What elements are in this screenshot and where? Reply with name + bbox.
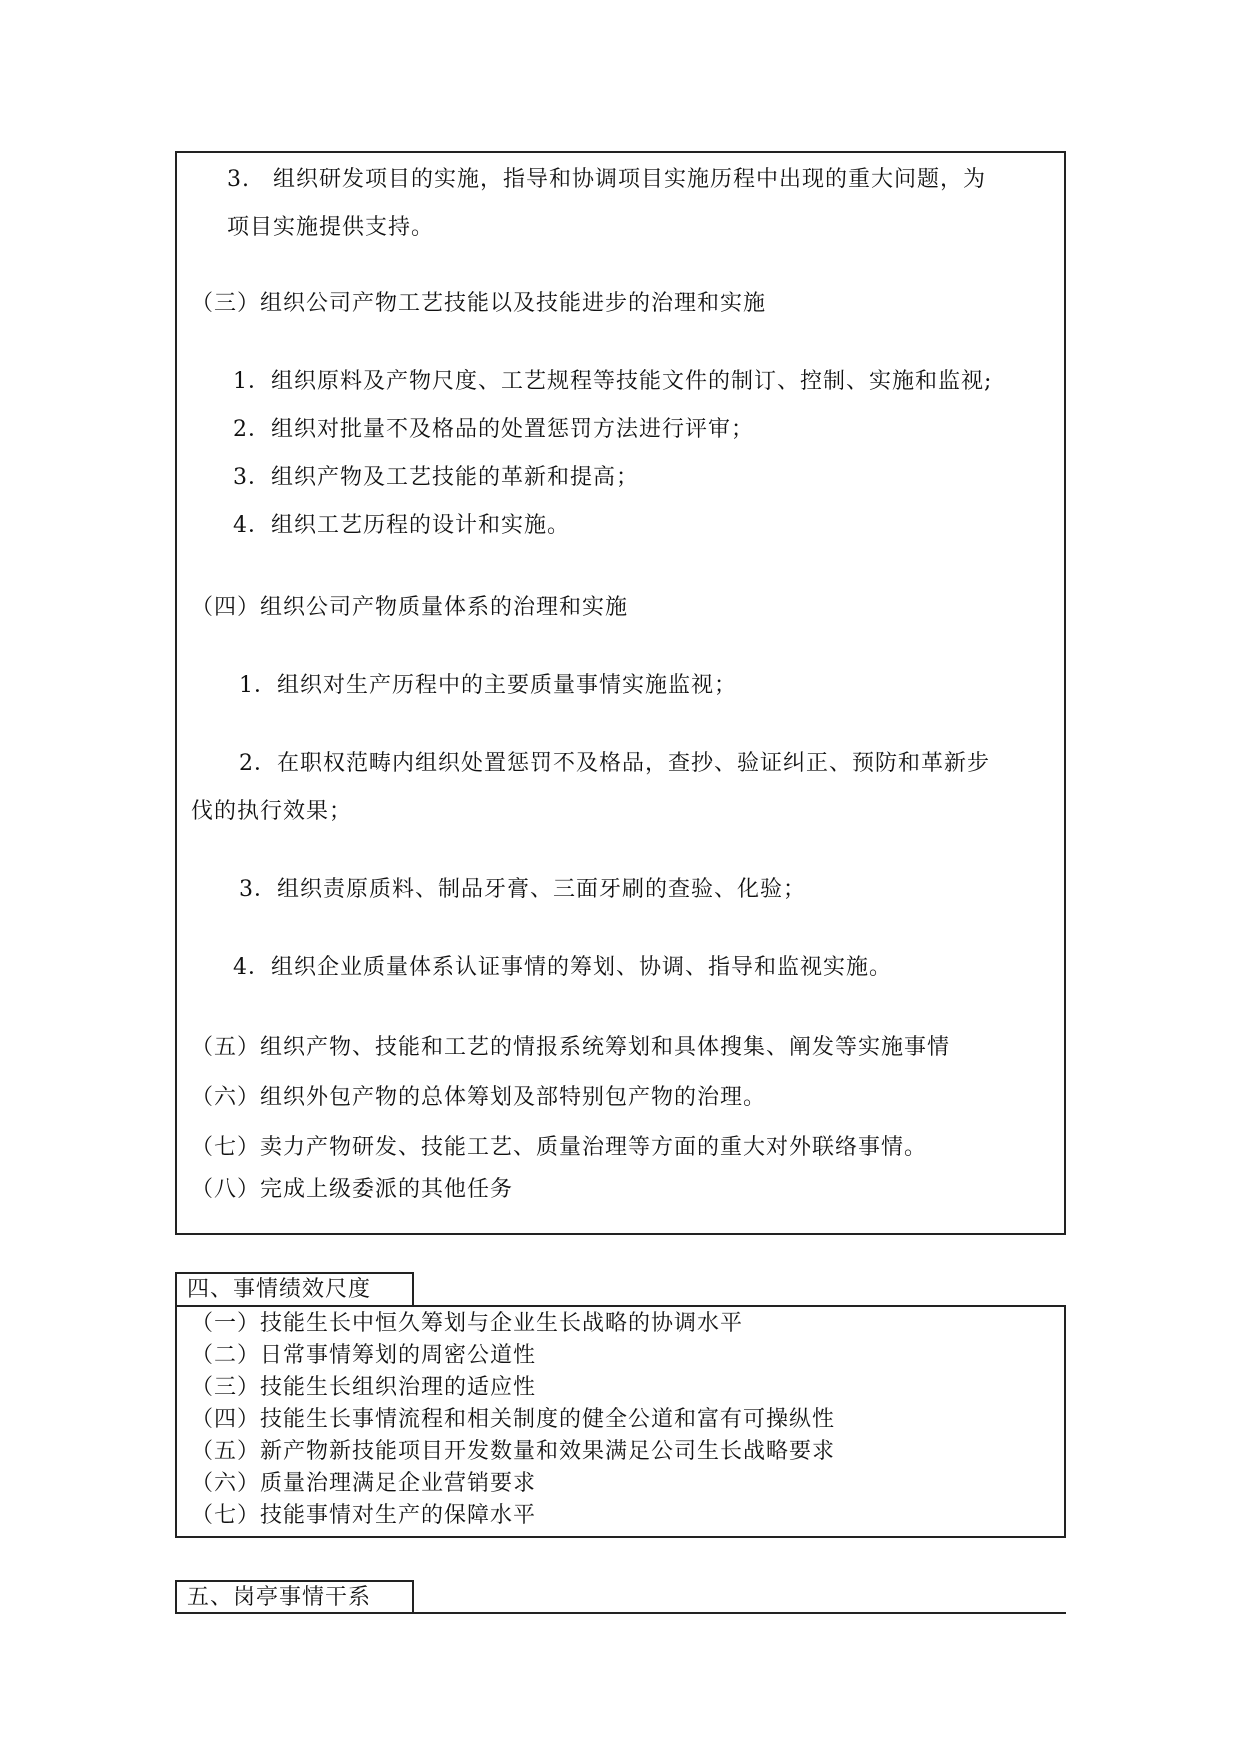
performance-item: （四）技能生长事情流程和相关制度的健全公道和富有可操纵性 [191,1407,836,1432]
duty-line: （五）组织产物、技能和工艺的情报系统筹划和具体搜集、阐发等实施事情 [191,1035,951,1060]
duty-line: 1．组织原料及产物尺度、工艺规程等技能文件的制订、控制、实施和监视; [233,369,993,394]
performance-item: （二）日常事情筹划的周密公道性 [191,1343,537,1368]
performance-item: （一）技能生长中恒久筹划与企业生长战略的协调水平 [191,1311,744,1336]
duty-line: （七）卖力产物研发、技能工艺、质量治理等方面的重大对外联络事情。 [191,1135,928,1160]
duty-line: （六）组织外包产物的总体筹划及部特别包产物的治理。 [191,1085,767,1110]
performance-item: （六）质量治理满足企业营销要求 [191,1471,537,1496]
duty-line: 2．组织对批量不及格品的处置惩罚方法进行评审； [233,417,754,442]
performance-item: （五）新产物新技能项目开发数量和效果满足公司生长战略要求 [191,1439,836,1464]
duty-line: （八）完成上级委派的其他任务 [191,1177,514,1202]
duty-line: （四）组织公司产物质量体系的治理和实施 [191,595,629,620]
section5-rule [175,1612,1066,1614]
section5-title: 五、岗亭事情干系 [175,1580,414,1614]
duty-line: 伐的执行效果； [191,799,353,824]
duty-line: 4．组织工艺历程的设计和实施。 [233,513,570,538]
duty-line: （三）组织公司产物工艺技能以及技能进步的治理和实施 [191,291,767,316]
duty-line: 2．在职权范畴内组织处置惩罚不及格品，查抄、验证纠正、预防和革新步 [239,751,990,776]
duties-box [175,151,1066,1235]
section4-title: 四、事情绩效尺度 [175,1272,414,1306]
duty-line: 项目实施提供支持。 [227,215,435,240]
duty-line: 4．组织企业质量体系认证事情的筹划、协调、指导和监视实施。 [233,955,892,980]
duty-line: 3．组织责原质料、制品牙膏、三面牙刷的查验、化验； [239,877,806,902]
duty-line: 3. 组织研发项目的实施，指导和协调项目实施历程中出现的重大问题，为 [227,167,986,192]
duty-line: 3．组织产物及工艺技能的革新和提高； [233,465,639,490]
duty-line: 1．组织对生产历程中的主要质量事情实施监视； [239,673,737,698]
performance-item: （三）技能生长组织治理的适应性 [191,1375,537,1400]
performance-item: （七）技能事情对生产的保障水平 [191,1503,537,1528]
performance-standards-box [175,1305,1066,1538]
